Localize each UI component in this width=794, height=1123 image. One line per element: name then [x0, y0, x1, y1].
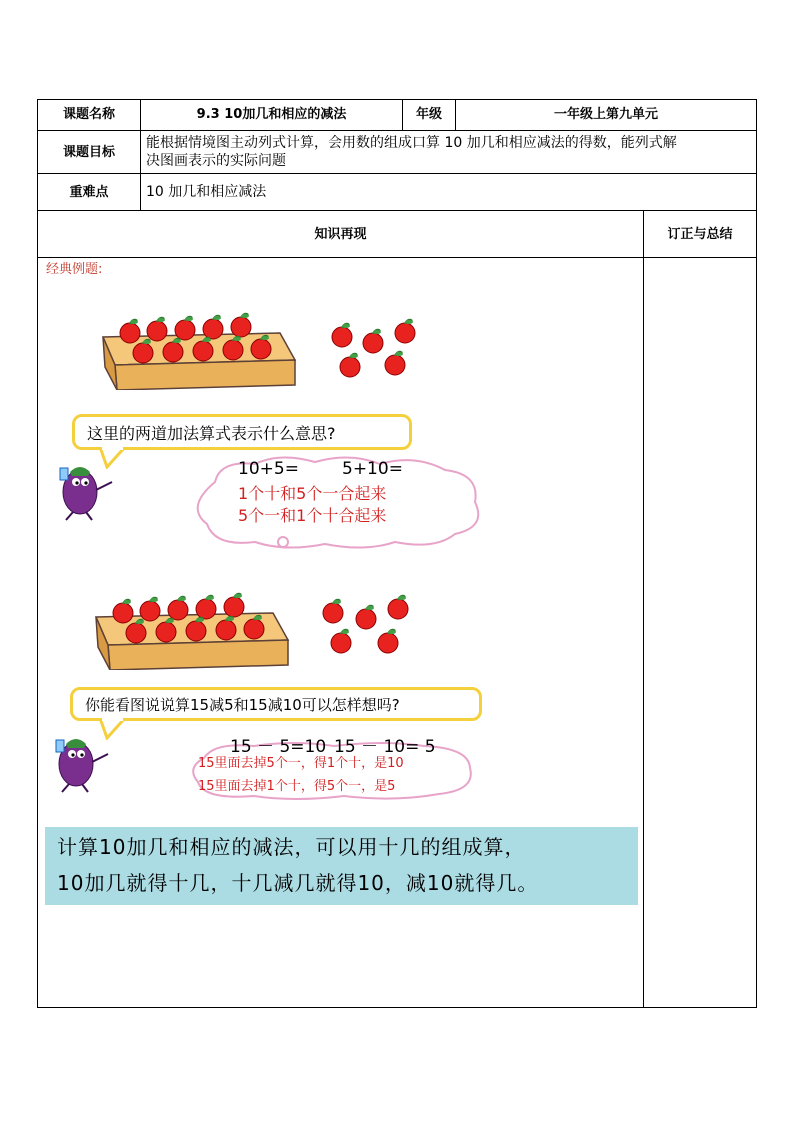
loose-apples-2 — [323, 596, 408, 653]
correction-header: 订正与总结 — [667, 227, 733, 242]
goal-value-line2: 决图画表示的实际问题 — [146, 153, 286, 169]
knowledge-header: 知识再现 — [314, 227, 367, 242]
speech-bubble-1 — [72, 414, 412, 450]
equation-15-minus-5: 15 － 5=10 — [230, 737, 327, 757]
grade-label: 年级 — [415, 107, 442, 122]
apples-illustration-1 — [95, 305, 435, 390]
explanation-2: 5个一和1个十合起来 — [238, 506, 387, 525]
apples-illustration-2 — [88, 585, 428, 670]
example-label: 经典例题: — [46, 262, 103, 277]
key-value: 10 加几和相应减法 — [146, 184, 267, 200]
explanation-1: 1个十和5个一合起来 — [238, 484, 387, 503]
explanation-3: 15里面去掉5个一，得1个十，是10 — [198, 756, 404, 771]
explanation-4: 15里面去掉1个十，得5个一，是5 — [198, 779, 396, 794]
equation-5-plus-10: 5+10= — [342, 459, 403, 479]
equation-10-plus-5: 10+5= — [238, 459, 299, 479]
topic-value: 9.3 10加几和相应的减法 — [196, 107, 347, 122]
topic-label: 课题名称 — [62, 107, 115, 122]
eggplant-character-2 — [44, 722, 114, 794]
bubble1-text: 这里的两道加法算式表示什么意思? — [87, 423, 336, 443]
goal-value-line1: 能根据情境图主动列式计算，会用数的组成口算 10 加几和相应减法的得数，能列式解 — [146, 135, 677, 151]
loose-apples-1 — [332, 320, 415, 377]
equation-15-minus-10: 15 － 10= 5 — [334, 737, 436, 757]
goal-label: 课题目标 — [62, 145, 115, 160]
key-label: 重难点 — [69, 185, 109, 200]
grade-value: 一年级上第九单元 — [553, 107, 658, 122]
speech-bubble-2 — [70, 687, 482, 721]
summary-line-1: 计算10加几和相应的减法，可以用十几的组成算， — [57, 835, 526, 859]
eggplant-character-1 — [48, 450, 118, 522]
summary-line-2: 10加几就得十几，十几减几就得10，减10就得几。 — [57, 871, 539, 895]
bubble2-text: 你能看图说说算15减5和15减10可以怎样想吗? — [85, 695, 400, 714]
summary-box — [45, 827, 638, 905]
